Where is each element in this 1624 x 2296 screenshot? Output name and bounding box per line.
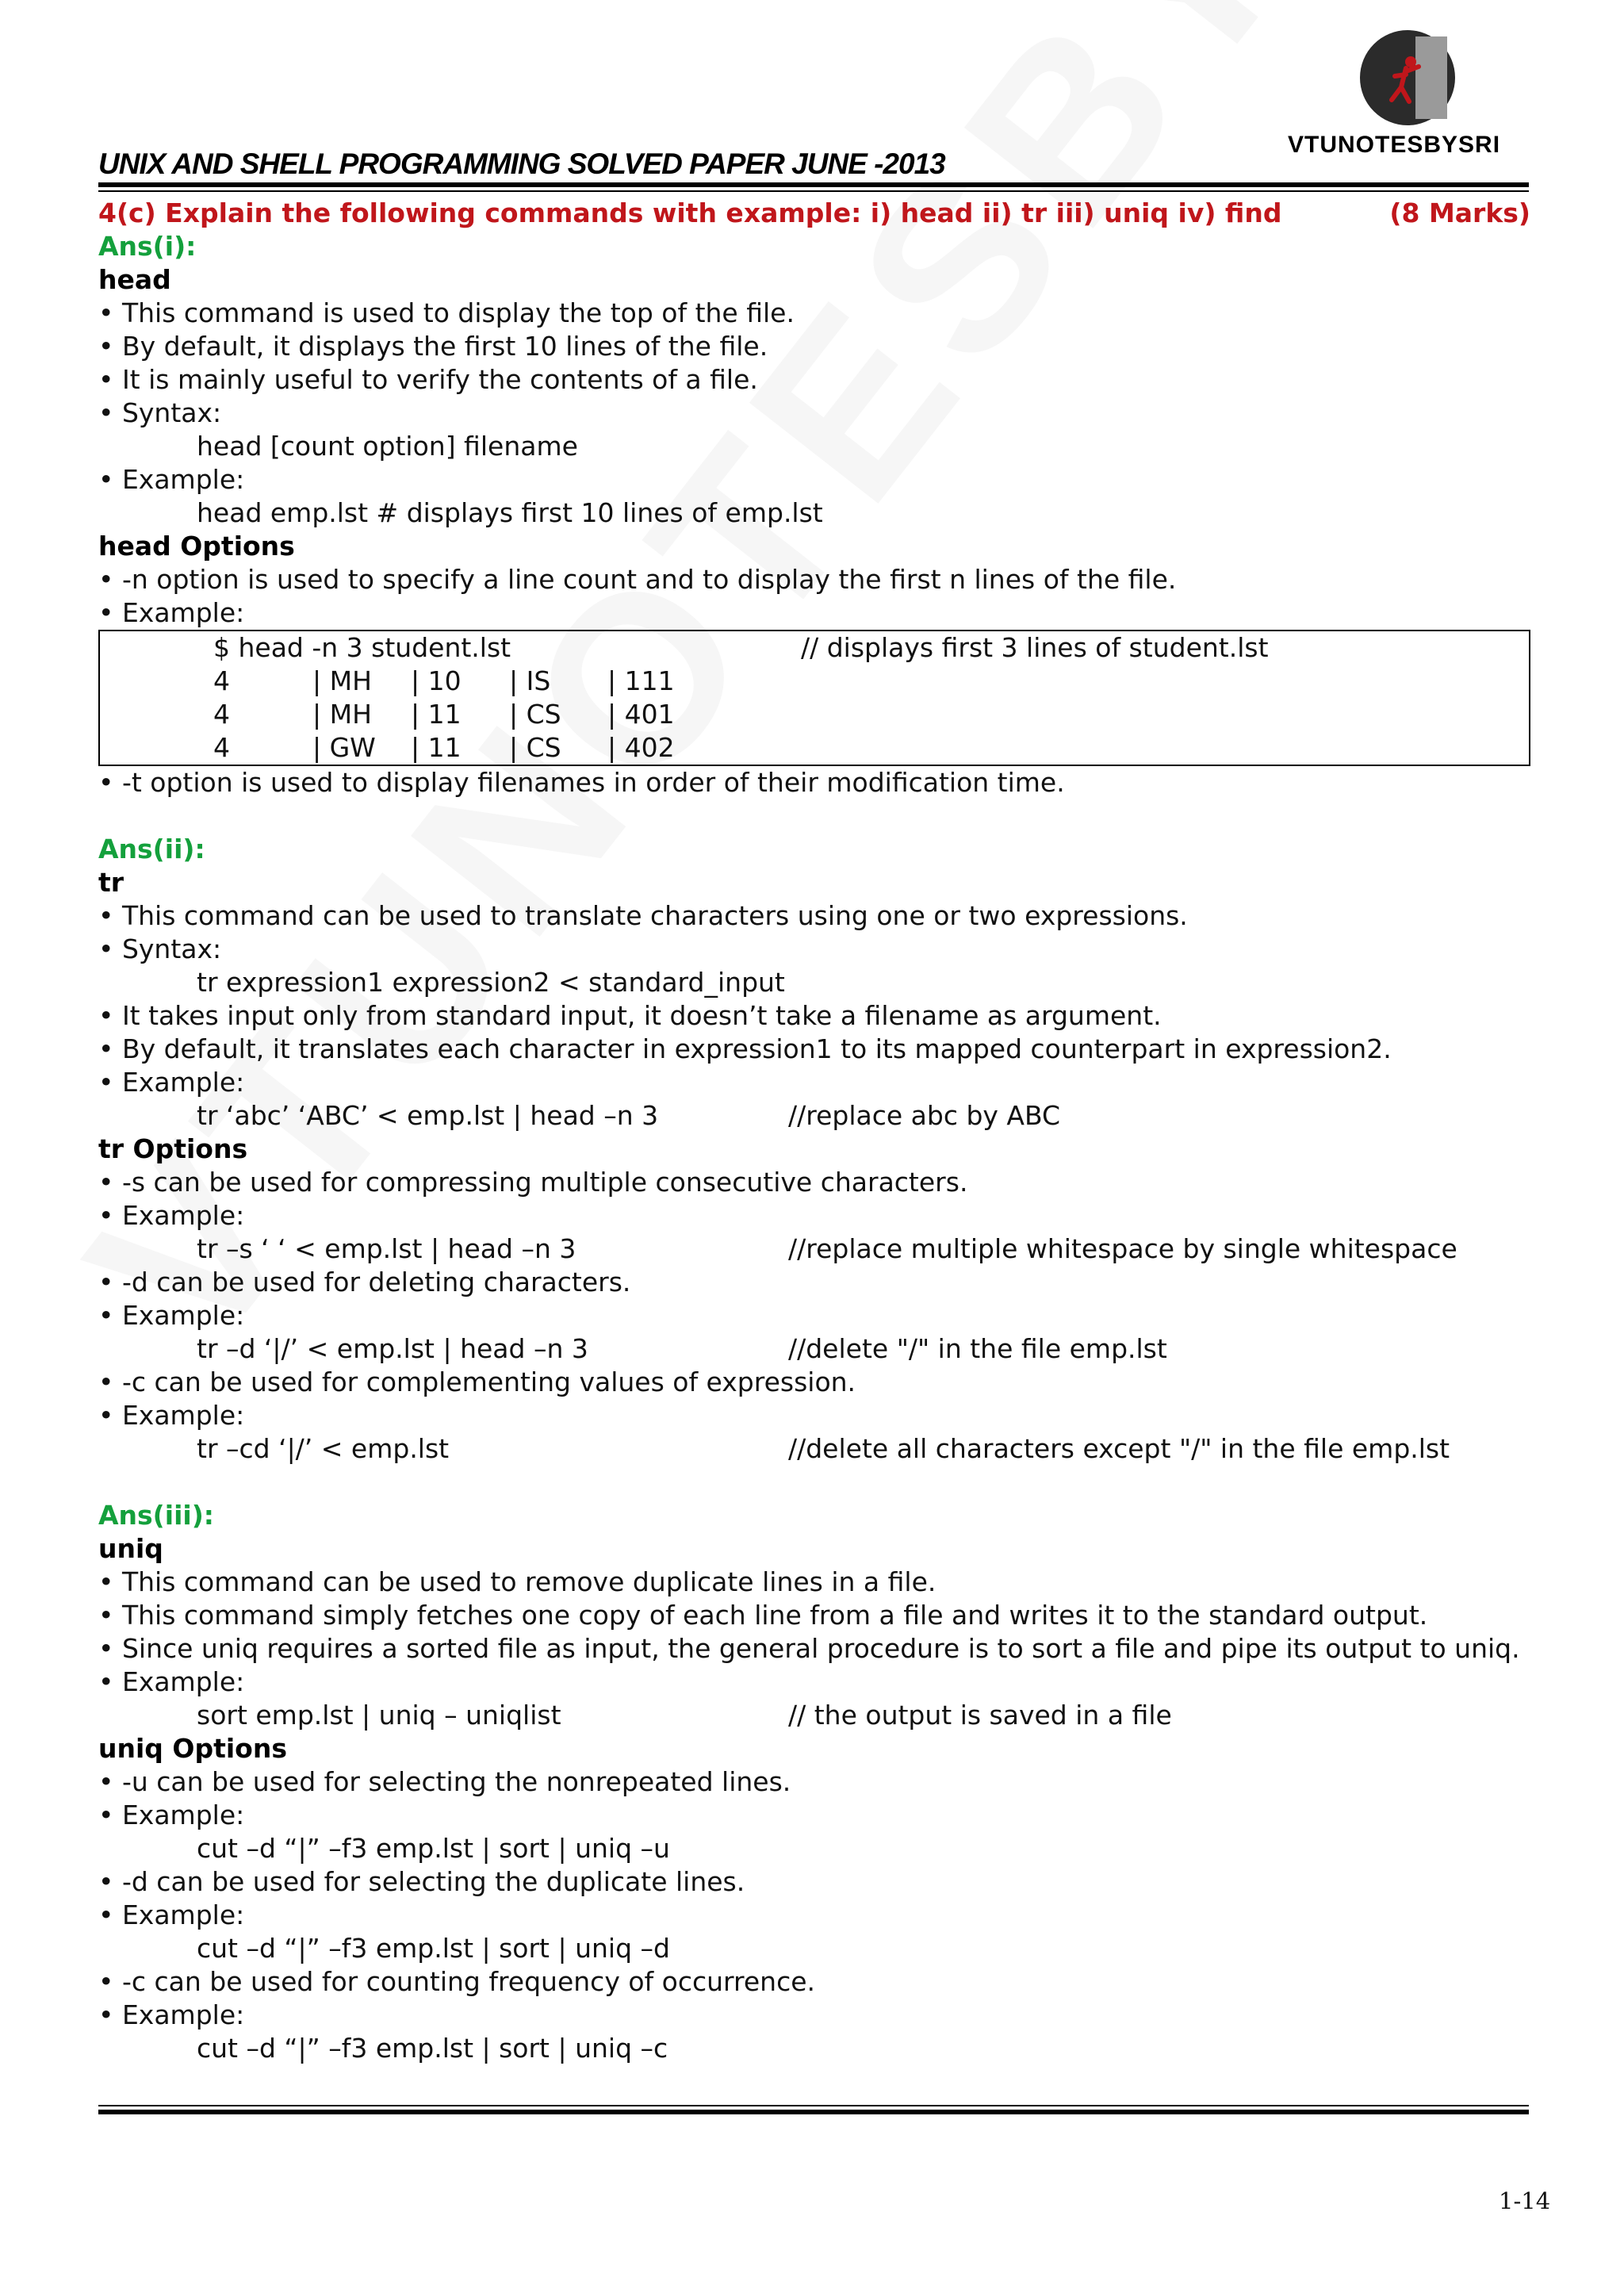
table-row <box>100 665 1529 698</box>
cell: 4 <box>213 699 230 730</box>
example-comment: //replace abc by ABC <box>788 1100 1061 1131</box>
example-comment: //delete "/" in the file emp.lst <box>788 1333 1167 1364</box>
bullet: • -d can be used for deleting characters. <box>98 1267 631 1297</box>
answer-label-iii: Ans(iii): <box>98 1500 214 1531</box>
options-heading-tr: tr Options <box>98 1133 248 1164</box>
bullet: • Example: <box>98 1666 245 1697</box>
box-comment: // displays first 3 lines of student.lst <box>801 632 1269 663</box>
example-line <box>98 1232 1530 1266</box>
table-row <box>100 698 1529 731</box>
cell: | 11 <box>411 732 462 763</box>
bullet: • It is mainly useful to verify the contents of a file. <box>98 364 758 395</box>
bullet: • Example: <box>98 1800 245 1830</box>
bullet: • Syntax: <box>98 397 222 428</box>
climber-logo <box>1360 30 1455 125</box>
question-marks: (8 Marks) <box>1389 197 1530 228</box>
cell: | IS <box>509 665 551 696</box>
example-line: head emp.lst # displays first 10 lines of emp.lst <box>197 497 823 528</box>
example-comment: //replace multiple whitespace by single whitespace <box>788 1233 1457 1264</box>
bullet: • Example: <box>98 1067 245 1098</box>
syntax-line: head [count option] filename <box>197 431 578 462</box>
cell: | 10 <box>411 665 462 696</box>
example-line <box>98 1099 1530 1133</box>
question-line <box>98 197 1530 230</box>
bullet: • -n option is used to specify a line count and to display the first n lines of the file. <box>98 564 1177 595</box>
example-line: cut –d “|” –f3 emp.lst | sort | uniq –d <box>197 1933 670 1964</box>
bullet: • Example: <box>98 464 245 495</box>
example-command: tr ‘abc’ ‘ABC’ < emp.lst | head –n 3 <box>197 1100 659 1131</box>
bullet: • This command is used to display the top of the file. <box>98 297 795 328</box>
options-heading-head: head Options <box>98 531 295 562</box>
cell: | CS <box>509 699 561 730</box>
answer-label-ii: Ans(ii): <box>98 834 205 864</box>
page-content <box>98 197 1530 2065</box>
cell: | MH <box>312 699 372 730</box>
example-command: tr –d ‘|/’ < emp.lst | head –n 3 <box>197 1333 588 1364</box>
bullet: • This command simply fetches one copy of each line from a file and writes it to the standard output. <box>98 1600 1428 1631</box>
bullet: • Example: <box>98 597 245 628</box>
section-heading-tr: tr <box>98 867 124 898</box>
bullet: • Example: <box>98 1300 245 1331</box>
footer-rule-thick <box>98 2110 1529 2114</box>
bullet: • -c can be used for counting frequency of occurrence. <box>98 1966 816 1997</box>
example-comment: // the output is saved in a file <box>788 1700 1172 1731</box>
bullet: • This command can be used to remove duplicate lines in a file. <box>98 1566 936 1597</box>
bullet: • -c can be used for complementing values of expression. <box>98 1366 856 1397</box>
page-number: 1-14 <box>1499 2187 1551 2214</box>
header-rule-thin <box>98 190 1529 192</box>
example-line <box>98 1332 1530 1366</box>
example-command: tr –cd ‘|/’ < emp.lst <box>197 1433 450 1464</box>
bullet: • It takes input only from standard input, it doesn’t take a filename as argument. <box>98 1000 1162 1031</box>
footer-rule-thin <box>98 2105 1529 2106</box>
table-row <box>100 731 1529 765</box>
header-rule-thick <box>98 182 1529 187</box>
section-heading-head: head <box>98 264 171 295</box>
cell: 4 <box>213 732 230 763</box>
bullet: • Example: <box>98 1899 245 1930</box>
cell: 4 <box>213 665 230 696</box>
syntax-line: tr expression1 expression2 < standard_input <box>197 967 785 998</box>
answer-label-i: Ans(i): <box>98 231 197 262</box>
brand-name: VTUNOTESBYSRI <box>1288 132 1501 158</box>
options-heading-uniq: uniq Options <box>98 1733 287 1764</box>
cell: | 111 <box>607 665 675 696</box>
bullet: • -s can be used for compressing multiple consecutive characters. <box>98 1167 968 1198</box>
cell: | 401 <box>607 699 675 730</box>
bullet: • By default, it translates each character in expression1 to its mapped counterpart in expression2. <box>98 1033 1392 1064</box>
bullet: • -t option is used to display filenames in order of their modification time. <box>98 767 1065 798</box>
bullet: • Example: <box>98 1999 245 2030</box>
example-line <box>98 1432 1530 1466</box>
section-heading-uniq: uniq <box>98 1533 163 1564</box>
example-comment: //delete all characters except "/" in the file emp.lst <box>788 1433 1450 1464</box>
bullet: • Since uniq requires a sorted file as input, the general procedure is to sort a file and pipe its output to uniq. <box>98 1633 1520 1664</box>
bullet: • By default, it displays the first 10 lines of the file. <box>98 331 768 362</box>
cell: | GW <box>312 732 376 763</box>
example-output-box <box>98 630 1530 766</box>
cell: | 402 <box>607 732 675 763</box>
bullet: • Example: <box>98 1400 245 1431</box>
cell: | MH <box>312 665 372 696</box>
bullet: • Example: <box>98 1200 245 1231</box>
box-command-row <box>100 631 1529 665</box>
bullet: • This command can be used to translate characters using one or two expressions. <box>98 900 1188 931</box>
page-title: UNIX AND SHELL PROGRAMMING SOLVED PAPER JUNE -2013 <box>98 148 945 180</box>
question-text: 4(c) Explain the following commands with example: i) head ii) tr iii) uniq iv) find <box>98 197 1282 228</box>
example-line: cut –d “|” –f3 emp.lst | sort | uniq –c <box>197 2033 668 2064</box>
box-command: $ head -n 3 student.lst <box>213 632 511 663</box>
example-command: sort emp.lst | uniq – uniqlist <box>197 1700 561 1731</box>
example-command: tr –s ‘ ‘ < emp.lst | head –n 3 <box>197 1233 576 1264</box>
bullet: • -u can be used for selecting the nonrepeated lines. <box>98 1766 791 1797</box>
cell: | CS <box>509 732 561 763</box>
example-line: cut –d “|” –f3 emp.lst | sort | uniq –u <box>197 1833 670 1864</box>
example-line <box>98 1699 1530 1732</box>
bullet: • Syntax: <box>98 933 222 964</box>
cell: | 11 <box>411 699 462 730</box>
bullet: • -d can be used for selecting the duplicate lines. <box>98 1866 745 1897</box>
